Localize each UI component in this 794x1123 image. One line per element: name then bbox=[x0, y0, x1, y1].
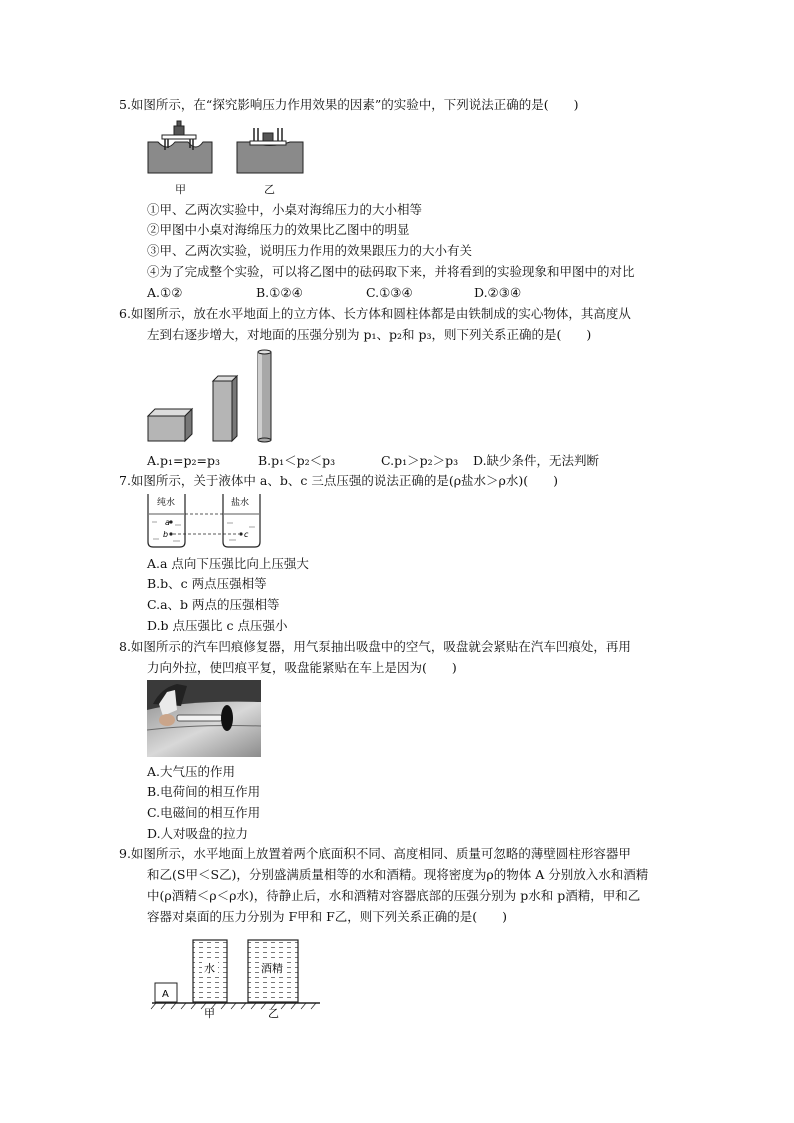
q5-fig-label-jia: 甲 bbox=[175, 183, 186, 196]
q7-label-b: b bbox=[163, 530, 169, 539]
q6-figure-iron-solids bbox=[145, 346, 285, 446]
q5-option-c[interactable]: C.①③④ bbox=[366, 285, 413, 300]
q7-figure-beakers bbox=[145, 492, 275, 550]
q8-option-c[interactable]: C.电磁间的相互作用 bbox=[147, 805, 261, 820]
q9-stem-line1: 9.如图所示，水平地面上放置着两个底面积不同、高度相同、质量可忽略的薄壁圆柱形容器甲 bbox=[119, 846, 631, 861]
q6-cuboid bbox=[213, 376, 237, 441]
q7-option-a[interactable]: A.a 点向下压强比向上压强大 bbox=[147, 556, 309, 571]
q7-stem: 7.如图所示，关于液体中 a、b、c 三点压强的说法正确的是(ρ盐水＞ρ水)( ) bbox=[119, 473, 559, 488]
q5-figure-sponge-table bbox=[145, 116, 310, 194]
q7-label-salt-water: 盐水 bbox=[231, 498, 250, 508]
q9-stem-line2: 和乙(S甲＜S乙)，分别盛满质量相等的水和酒精。现将密度为ρ的物体 A 分别放入水和酒精 bbox=[147, 867, 649, 882]
q7-option-c[interactable]: C.a、b 两点的压强相等 bbox=[147, 597, 280, 612]
q6-option-b[interactable]: B.p₁＜p₂＜p₃ bbox=[258, 453, 336, 468]
q6-option-a[interactable]: A.p₁=p₂=p₃ bbox=[147, 453, 220, 468]
q5-statement-4: ④为了完成整个实验，可以将乙图中的砝码取下来，并将看到的实验现象和甲图中的对比 bbox=[147, 264, 635, 279]
q5-statement-2: ②甲图中小桌对海绵压力的效果比乙图中的明显 bbox=[147, 222, 410, 237]
q8-option-d[interactable]: D.人对吸盘的拉力 bbox=[147, 826, 249, 841]
q9-label-a: A bbox=[162, 989, 169, 1000]
q7-point-c bbox=[239, 532, 242, 535]
q6-stem-line2: 左到右逐步增大，对地面的压强分别为 p₁、p₂和 p₃，则下列关系正确的是( ) bbox=[147, 327, 592, 342]
q5-fig-label-yi: 乙 bbox=[264, 183, 275, 196]
q9-label-water: 水 bbox=[204, 962, 215, 975]
q9-label-jia: 甲 bbox=[204, 1007, 215, 1020]
q6-option-c[interactable]: C.p₁＞p₂＞p₃ bbox=[381, 453, 459, 468]
q9-label-alcohol: 酒精 bbox=[261, 962, 283, 975]
q9-stem-line3: 中(ρ酒精＜ρ＜ρ水)，待静止后，水和酒精对容器底部的压强分别为 p水和 p酒精，甲和乙 bbox=[147, 888, 641, 903]
q6-cube bbox=[148, 409, 192, 441]
q8-option-a[interactable]: A.大气压的作用 bbox=[147, 764, 236, 779]
q5-stem: 5.如图所示，在“探究影响压力作用效果的因素”的实验中，下列说法正确的是( ) bbox=[119, 97, 579, 112]
q8-option-b[interactable]: B.电荷间的相互作用 bbox=[147, 784, 261, 799]
q5-statement-3: ③甲、乙两次实验，说明压力作用的效果跟压力的大小有关 bbox=[147, 243, 473, 258]
q7-label-a: a bbox=[165, 518, 170, 527]
q7-label-pure-water: 纯水 bbox=[157, 498, 176, 508]
q9-label-yi: 乙 bbox=[268, 1007, 279, 1020]
q5-fig-jia-sponge bbox=[148, 121, 212, 173]
q7-option-d[interactable]: D.b 点压强比 c 点压强小 bbox=[147, 618, 288, 633]
q7-label-c: c bbox=[244, 530, 249, 539]
q9-figure-containers bbox=[150, 935, 325, 1020]
q7-option-b[interactable]: B.b、c 两点压强相等 bbox=[147, 576, 267, 591]
q5-statement-1: ①甲、乙两次实验中，小桌对海绵压力的大小相等 bbox=[147, 202, 423, 217]
q5-option-b[interactable]: B.①②④ bbox=[256, 285, 303, 300]
q5-option-a[interactable]: A.①② bbox=[147, 285, 183, 300]
q8-photo-dent-repair bbox=[147, 680, 261, 757]
q6-stem-line1: 6.如图所示，放在水平地面上的立方体、长方体和圆柱体都是由铁制成的实心物体，其高度从 bbox=[119, 306, 631, 321]
q8-stem-line2: 力向外拉，使凹痕平复，吸盘能紧贴在车上是因为( ) bbox=[147, 660, 457, 675]
q6-cylinder bbox=[258, 350, 271, 442]
q6-option-d[interactable]: D.缺少条件，无法判断 bbox=[473, 453, 600, 468]
q9-stem-line4: 容器对桌面的压力分别为 F甲和 F乙，则下列关系正确的是( ) bbox=[147, 909, 508, 924]
q5-fig-yi-sponge bbox=[237, 128, 303, 173]
q5-option-d[interactable]: D.②③④ bbox=[474, 285, 522, 300]
q8-stem-line1: 8.如图所示的汽车凹痕修复器，用气泵抽出吸盘中的空气，吸盘就会紧贴在汽车凹痕处，再用 bbox=[119, 639, 631, 654]
q7-point-b bbox=[169, 532, 172, 535]
